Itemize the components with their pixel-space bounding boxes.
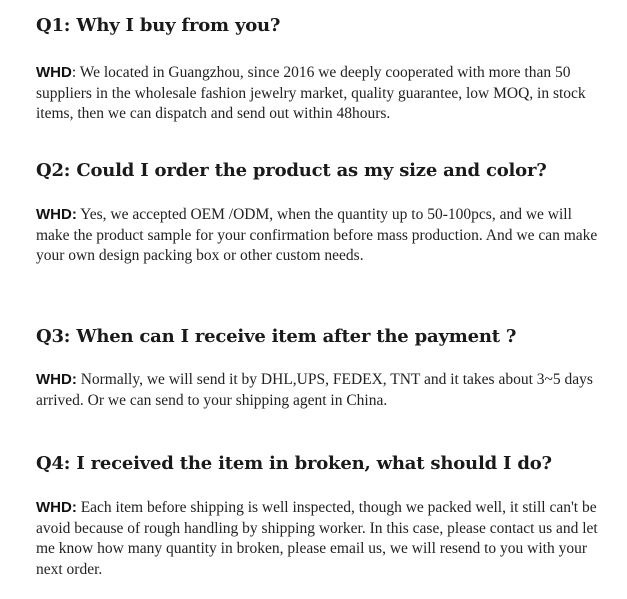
faq-answer-2 — [36, 205, 606, 267]
faq-answer-2-text: Yes, we accepted OEM /ODM, when the quantity up to 50-100pcs, and we will make the product sample for your confirmation before mass production. And we can make your own design packing box or other custom needs. — [36, 206, 598, 264]
faq-item-3 — [36, 326, 606, 409]
faq-answer-3-text: Normally, we will send it by DHL,UPS, FEDEX, TNT and it takes about 3~5 days arrived. Or we can send to your shipping agent in China. — [36, 371, 593, 409]
faq-answer-1 — [36, 63, 606, 125]
faq-item-2 — [36, 160, 606, 264]
faq-answer-3 — [36, 370, 606, 411]
faq-question-1: Q1: Why I buy from you? — [36, 15, 281, 36]
faq-question-2: Q2: Could I order the product as my size and color? — [36, 160, 547, 181]
faq-answer-1-text: : We located in Guangzhou, since 2016 we deeply cooperated with more than 50 suppliers in the wholesale fashion jewelry market, quality guarantee, low MOQ, in stock items, then we can dispatch and send out within 48hours. — [36, 64, 586, 122]
faq-answer-1-speaker: WHD — [36, 64, 72, 81]
faq-question-4: Q4: I received the item in broken, what should I do? — [36, 453, 552, 474]
faq-answer-4-text: Each item before shipping is well inspected, though we packed well, it still can't be avoid because of rough handling by shipping worker. In this case, please contact us and let me know how many quantity in broken, please email us, we will resend to you with your next order. — [36, 499, 598, 578]
faq-answer-4 — [36, 498, 606, 580]
faq-answer-4-speaker: WHD: — [36, 499, 77, 516]
faq-item-4 — [36, 453, 606, 578]
faq-question-3: Q3: When can I receive item after the payment ? — [36, 326, 517, 347]
faq-answer-2-speaker: WHD: — [36, 206, 77, 223]
faq-answer-3-speaker: WHD: — [36, 371, 77, 388]
